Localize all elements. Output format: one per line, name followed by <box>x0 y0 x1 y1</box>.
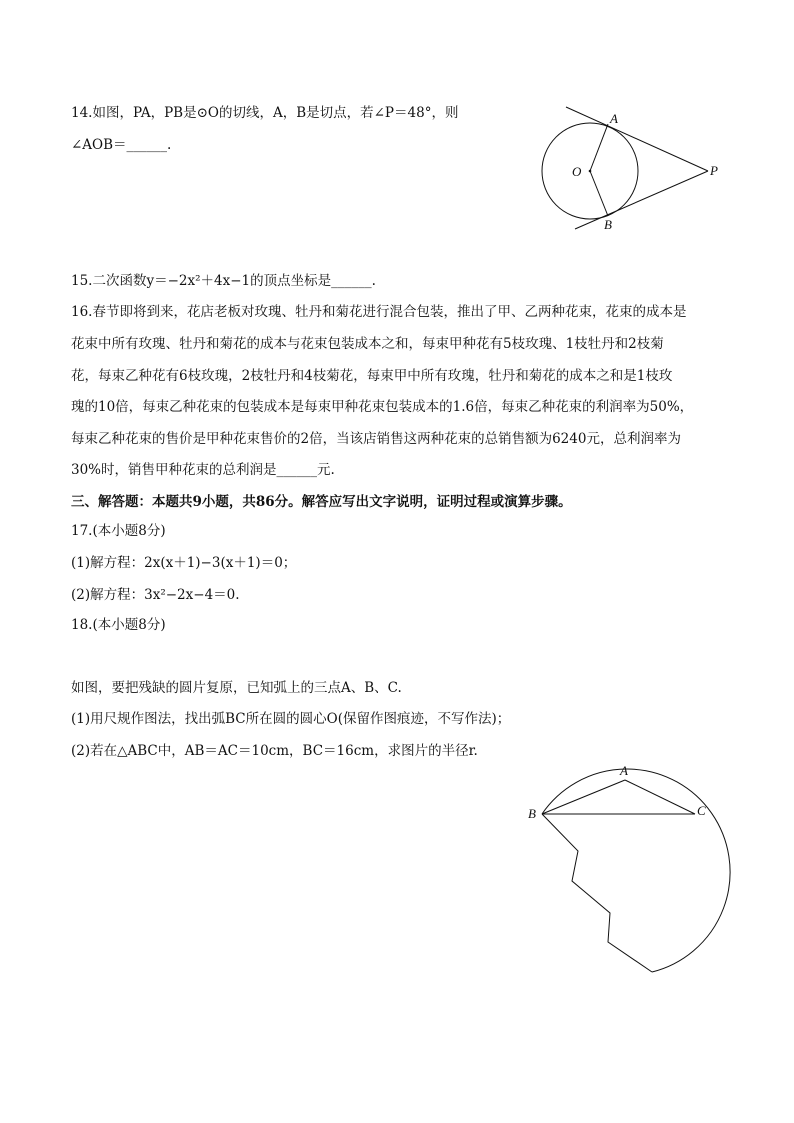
label-b: B <box>604 217 612 232</box>
q16-line2: 花束中所有玫瑰、牡丹和菊花的成本与花束包装成本之和，每束甲种花有5枝玫瑰、1枝牡丹和2枝菊 <box>71 336 664 352</box>
q16-line3: 花，每束乙种花有6枝玫瑰，2枝牡丹和4枝菊花，每束甲中所有玫瑰，牡丹和菊花的成本之和是1枝玫 <box>71 368 673 384</box>
q16-line6: 30%时，销售甲种花束的总利润是______元. <box>71 462 335 478</box>
label-b: B <box>528 806 536 821</box>
segment-ac <box>625 780 695 814</box>
label-c: C <box>697 803 706 818</box>
q16-line5: 每束乙种花束的售价是甲种花束售价的2倍，当该店销售这两种花束的总销售额为6240元，总利润率为 <box>71 431 681 447</box>
q17-header: 17.(本小题8分) <box>71 523 166 539</box>
label-a: A <box>610 111 618 126</box>
q18-part2: (2)若在△ABC中，AB＝AC＝10cm，BC＝16cm，求图片的半径r. <box>71 743 478 759</box>
broken-edge <box>542 814 652 972</box>
q17-part1: (1)解方程：2x(x＋1)−3(x＋1)＝0； <box>71 555 297 571</box>
section3-title: 三、解答题：本题共9小题，共86分。解答应写出文字说明，证明过程或演算步骤。 <box>71 494 572 510</box>
segment-ab <box>542 780 625 814</box>
q15-text: 15.二次函数y＝−2x²＋4x−1的顶点坐标是______. <box>71 273 376 289</box>
label-p: P <box>710 163 718 178</box>
q18-intro: 如图，要把残缺的圆片复原，已知弧上的三点A、B、C. <box>71 680 402 696</box>
arc-bc <box>542 769 730 972</box>
label-a: A <box>620 763 628 778</box>
q16-line1: 16.春节即将到来，花店老板对玫瑰、牡丹和菊花进行混合包装，推出了甲、乙两种花束，花束的成本是 <box>71 304 687 320</box>
q17-part2: (2)解方程：3x²−2x−4＝0. <box>71 587 240 603</box>
q14-line1: 14.如图，PA，PB是⊙O的切线，A，B是切点，若∠P＝48°，则 <box>71 105 459 121</box>
q18-header: 18.(本小题8分) <box>71 617 166 633</box>
label-o: O <box>572 164 582 179</box>
q18-part1: (1)用尺规作图法，找出弧BC所在圆的圆心O(保留作图痕迹，不写作法)； <box>71 711 511 727</box>
q16-line4: 瑰的10倍，每束乙种花束的包装成本是每束甲种花束包装成本的1.6倍，每束乙种花束的利润率为50%， <box>71 399 694 415</box>
q14-line2: ∠AOB＝______. <box>71 137 172 153</box>
